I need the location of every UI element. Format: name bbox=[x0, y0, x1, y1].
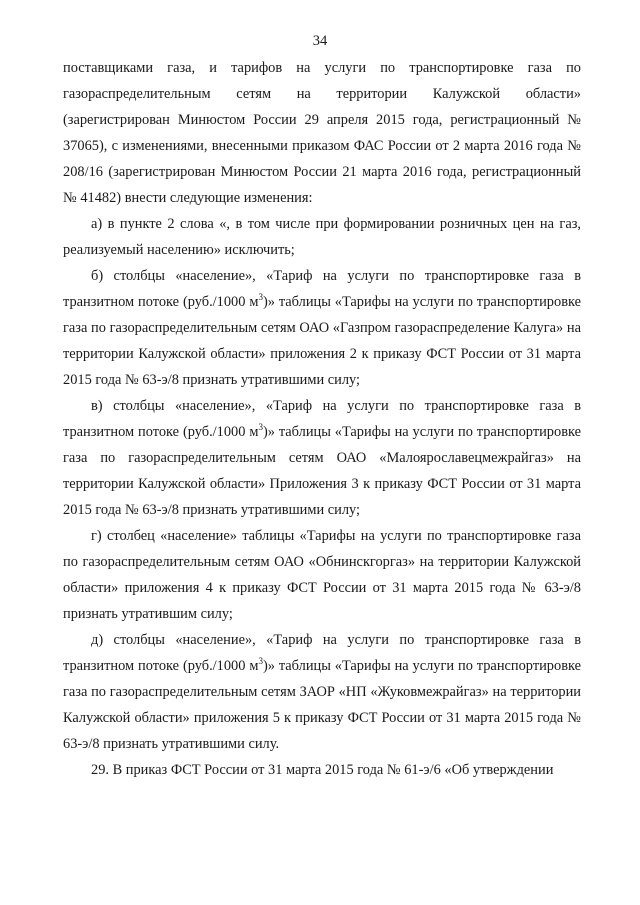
paragraph-item-b-text-end: )» таблицы «Тарифы на услуги по транспортировке газа по газораспределительным сетям ОАО «Газпром газораспределение Калуга» на территории Калужской области» приложения 2 к приказу ФСТ России от 31 марта 2015 года № 63-э/8 признать утратившими силу; bbox=[63, 294, 582, 388]
paragraph-item-v-text-end: )» таблицы «Тарифы на услуги по транспортировке газа по газораспределительным сетям ОАО «Малоярославецмежрайгаз» на территории Калужской области» Приложения 3 к приказу ФСТ России от 31 марта 2015 года № 63-э/8 признать утратившими силу; bbox=[63, 424, 582, 518]
superscript-cubic: 3 bbox=[258, 656, 263, 667]
paragraph-item-b bbox=[63, 263, 581, 393]
document-body bbox=[63, 55, 581, 783]
superscript-cubic: 3 bbox=[258, 422, 263, 433]
paragraph-item-b-text-start: б) столбцы «население», «Тариф на услуги по транспортировке газа в транзитном потоке (руб./1000 м bbox=[63, 268, 581, 310]
paragraph-item-v bbox=[63, 393, 581, 523]
paragraph-continuation: поставщиками газа, и тарифов на услуги по транспортировке газа по газораспределительным сетям на территории Калужской области» (зарегистрирован Минюстом России 29 апреля 2015 года, регистрационный № 37065), с изменениями, внесенными приказом ФАС России от 2 марта 2016 года № 208/16 (зарегистрирован Минюстом России 21 марта 2016 года, регистрационный № 41482) внести следующие изменения: bbox=[63, 60, 581, 206]
paragraph-item-d bbox=[63, 627, 581, 757]
paragraph-item-a: а) в пункте 2 слова «, в том числе при формировании розничных цен на газ, реализуемый населению» исключить; bbox=[63, 216, 581, 258]
paragraph-item-d-text-end: )» таблицы «Тарифы на услуги по транспортировке газа по газораспределительным сетям ЗАОР «НП «Жуковмежрайгаз» на территории Калужской области» приложения 5 к приказу ФСТ России от 31 марта 2015 года № 63-э/8 признать утратившими силу. bbox=[63, 658, 582, 752]
paragraph-item-v-text-start: в) столбцы «население», «Тариф на услуги по транспортировке газа в транзитном потоке (руб./1000 м bbox=[63, 398, 581, 440]
page-number: 34 bbox=[312, 33, 328, 49]
paragraph-item-29: 29. В приказ ФСТ России от 31 марта 2015 года № 61-э/6 «Об утверждении bbox=[91, 762, 554, 778]
paragraph-item-d-text-start: д) столбцы «население», «Тариф на услуги по транспортировке газа в транзитном потоке (руб./1000 м bbox=[63, 632, 581, 674]
paragraph-item-g: г) столбец «население» таблицы «Тарифы на услуги по транспортировке газа по газораспределительным сетям ОАО «Обнинскгоргаз» на территории Калужской области» приложения 4 к приказу ФСТ России от 31 марта 2015 года № 63-э/8 признать утратившим силу; bbox=[63, 528, 581, 622]
superscript-cubic: 3 bbox=[258, 292, 263, 303]
